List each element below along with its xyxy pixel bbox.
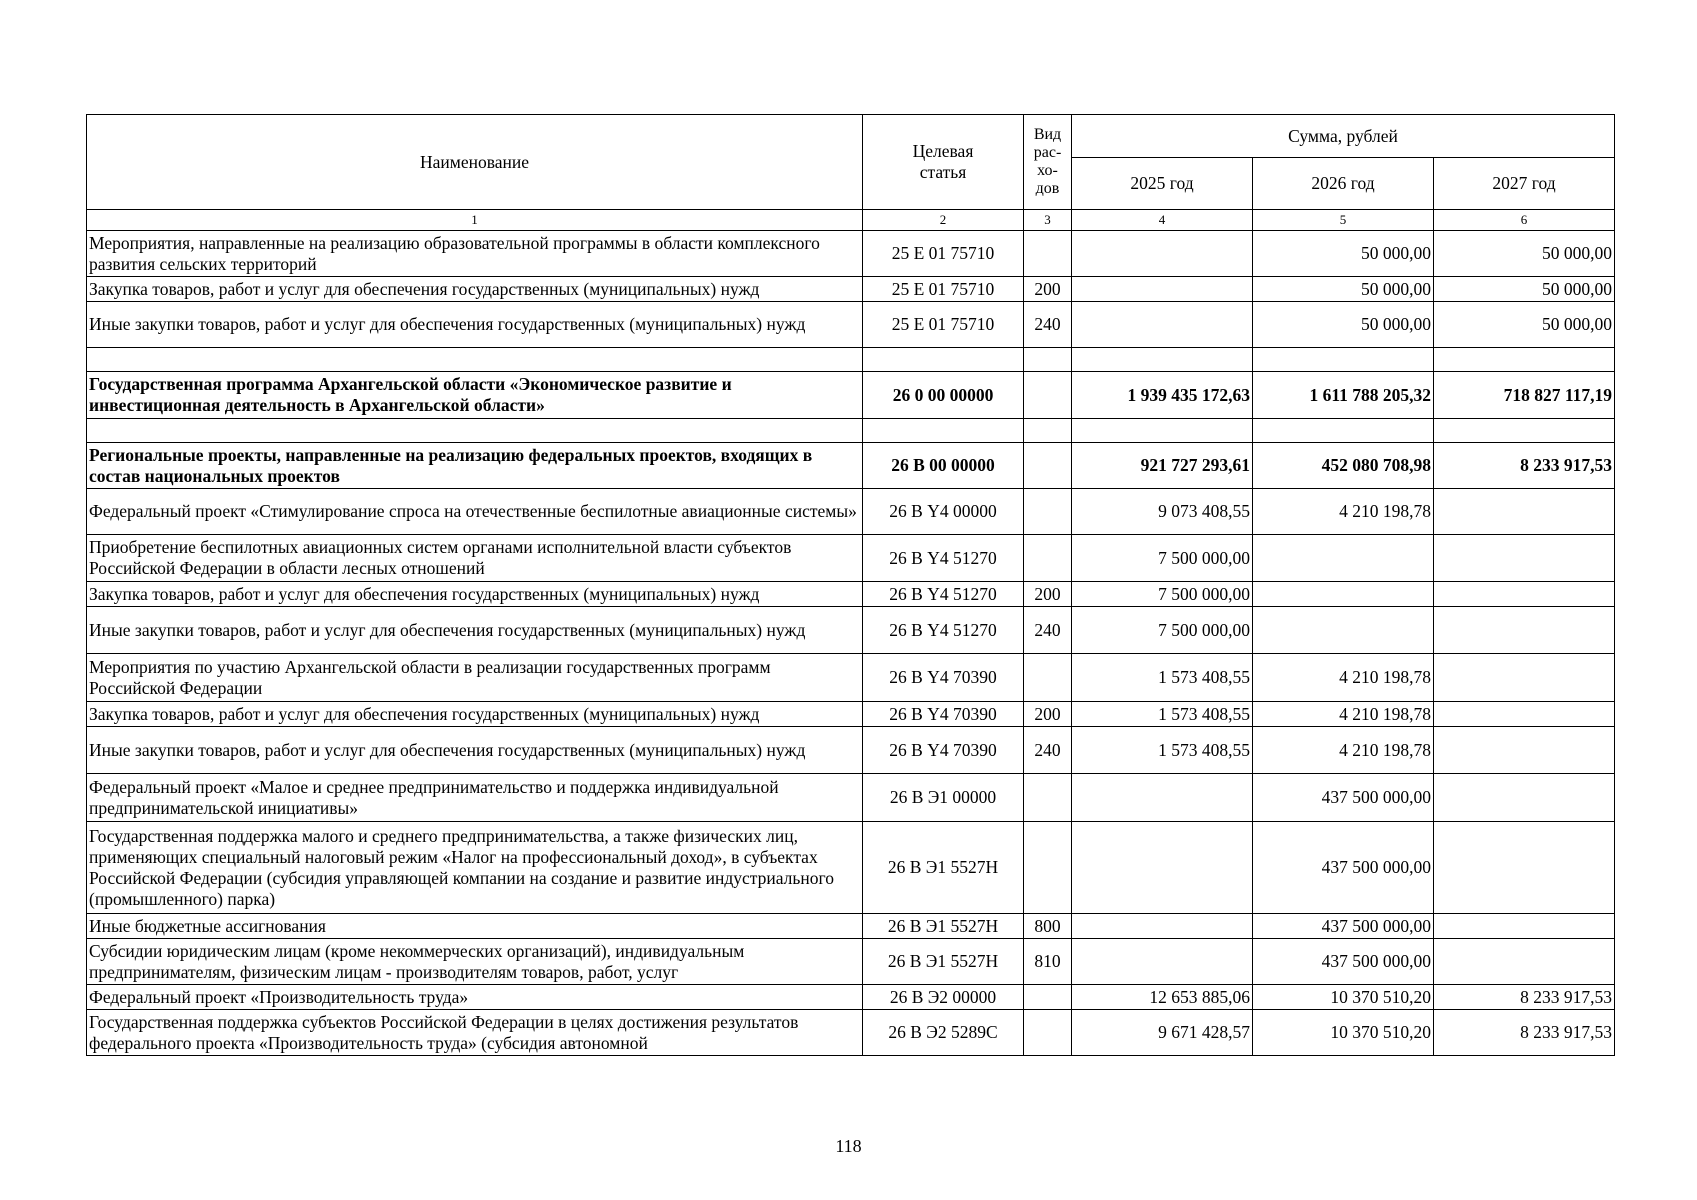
- row-2027: [1434, 654, 1615, 702]
- row-2027: [1434, 774, 1615, 822]
- row-kind: 800: [1024, 914, 1072, 939]
- row-2026: 4 210 198,78: [1253, 654, 1434, 702]
- row-2025: 9 671 428,57: [1072, 1010, 1253, 1056]
- row-2026: 437 500 000,00: [1253, 822, 1434, 914]
- table-row: [87, 489, 1615, 535]
- row-2025: 9 073 408,55: [1072, 489, 1253, 535]
- row-2025: 12 653 885,06: [1072, 985, 1253, 1010]
- table-row: [87, 822, 1615, 914]
- row-kind: [1024, 535, 1072, 582]
- row-2025: [1072, 822, 1253, 914]
- row-2026: 4 210 198,78: [1253, 727, 1434, 774]
- row-name: Приобретение беспилотных авиационных систем органами исполнительной власти субъектов Российской Федерации в области лесных отношений: [87, 535, 863, 582]
- row-2027: 8 233 917,53: [1434, 1010, 1615, 1056]
- row-target: 26 В Y4 70390: [863, 727, 1024, 774]
- row-kind: 240: [1024, 302, 1072, 348]
- row-2027: [1434, 702, 1615, 727]
- row-name: Закупка товаров, работ и услуг для обеспечения государственных (муниципальных) нужд: [87, 582, 863, 607]
- row-kind: [1024, 774, 1072, 822]
- column-numbers-row: [87, 210, 1615, 231]
- row-target: 26 В Y4 00000: [863, 489, 1024, 535]
- row-kind: [1024, 654, 1072, 702]
- row-2026: 437 500 000,00: [1253, 774, 1434, 822]
- row-2026: 50 000,00: [1253, 277, 1434, 302]
- table-row: [87, 231, 1615, 277]
- row-target: 26 В Э1 5527Н: [863, 914, 1024, 939]
- row-name: Государственная поддержка субъектов Российской Федерации в целях достижения результатов федерального проекта «Производительность труда» (субсидия автономной: [87, 1010, 863, 1056]
- row-2026: [1253, 535, 1434, 582]
- row-target: 26 В Э2 5289С: [863, 1010, 1024, 1056]
- row-2027: 718 827 117,19: [1434, 372, 1615, 419]
- table-row: [87, 1010, 1615, 1056]
- row-name: Субсидии юридическим лицам (кроме некоммерческих организаций), индивидуальным предпринимателям, физическим лицам - производителям товаров, работ, услуг: [87, 939, 863, 985]
- row-2026: [1253, 582, 1434, 607]
- row-2026: 1 611 788 205,32: [1253, 372, 1434, 419]
- row-2026: 50 000,00: [1253, 302, 1434, 348]
- header-year-2025: 2025 год: [1072, 158, 1253, 210]
- row-target: 26 В Y4 70390: [863, 654, 1024, 702]
- row-2027: [1434, 535, 1615, 582]
- row-kind: 240: [1024, 727, 1072, 774]
- row-kind: [1024, 822, 1072, 914]
- page-number: 118: [835, 1136, 862, 1156]
- row-2025: 921 727 293,61: [1072, 443, 1253, 489]
- row-name: Мероприятия, направленные на реализацию образовательной программы в области комплексного развития сельских территорий: [87, 231, 863, 277]
- row-kind: [1024, 489, 1072, 535]
- row-2025: 7 500 000,00: [1072, 607, 1253, 654]
- row-2025: [1072, 939, 1253, 985]
- row-name: Федеральный проект «Малое и среднее предпринимательство и поддержка индивидуальной предпринимательской инициативы»: [87, 774, 863, 822]
- row-2027: [1434, 822, 1615, 914]
- row-2026: 437 500 000,00: [1253, 914, 1434, 939]
- row-2025: [1072, 914, 1253, 939]
- table-row: [87, 302, 1615, 348]
- column-number: 6: [1434, 210, 1615, 231]
- row-2027: [1434, 914, 1615, 939]
- row-2025: [1072, 302, 1253, 348]
- row-2026: 10 370 510,20: [1253, 1010, 1434, 1056]
- row-target: 26 В Э1 00000: [863, 774, 1024, 822]
- row-name: Иные закупки товаров, работ и услуг для обеспечения государственных (муниципальных) нужд: [87, 302, 863, 348]
- row-2025: 7 500 000,00: [1072, 582, 1253, 607]
- row-2025: 1 573 408,55: [1072, 727, 1253, 774]
- row-2026: 452 080 708,98: [1253, 443, 1434, 489]
- row-kind: 200: [1024, 277, 1072, 302]
- row-name: Мероприятия по участию Архангельской области в реализации государственных программ Российской Федерации: [87, 654, 863, 702]
- row-2025: [1072, 231, 1253, 277]
- table-row-regional-projects: [87, 443, 1615, 489]
- row-kind: [1024, 1010, 1072, 1056]
- row-name: Закупка товаров, работ и услуг для обеспечения государственных (муниципальных) нужд: [87, 702, 863, 727]
- header-kind: [1024, 115, 1072, 210]
- header-sum: Сумма, рублей: [1072, 115, 1615, 158]
- row-kind: 200: [1024, 582, 1072, 607]
- row-target: 25 Е 01 75710: [863, 231, 1024, 277]
- row-2025: 7 500 000,00: [1072, 535, 1253, 582]
- row-2025: 1 573 408,55: [1072, 654, 1253, 702]
- row-2026: 437 500 000,00: [1253, 939, 1434, 985]
- table-row: [87, 727, 1615, 774]
- row-target: 25 Е 01 75710: [863, 302, 1024, 348]
- column-number: 1: [87, 210, 863, 231]
- row-kind: 240: [1024, 607, 1072, 654]
- row-target: 26 В Y4 51270: [863, 582, 1024, 607]
- row-target: 26 В Y4 51270: [863, 607, 1024, 654]
- table-row: [87, 582, 1615, 607]
- row-2026: 50 000,00: [1253, 231, 1434, 277]
- row-name: Закупка товаров, работ и услуг для обеспечения государственных (муниципальных) нужд: [87, 277, 863, 302]
- row-2025: [1072, 277, 1253, 302]
- row-kind: 810: [1024, 939, 1072, 985]
- row-name: Федеральный проект «Производительность труда»: [87, 985, 863, 1010]
- table-row: [87, 914, 1615, 939]
- column-number: 2: [863, 210, 1024, 231]
- row-kind: [1024, 372, 1072, 419]
- row-target: 26 В Э1 5527Н: [863, 939, 1024, 985]
- header-row: [87, 115, 1615, 158]
- row-2027: 50 000,00: [1434, 231, 1615, 277]
- row-name: Государственная программа Архангельской области «Экономическое развитие и инвестиционная деятельность в Архангельской области»: [87, 372, 863, 419]
- row-name: Федеральный проект «Стимулирование спроса на отечественные беспилотные авиационные системы»: [87, 489, 863, 535]
- header-kind-line: дов: [1035, 180, 1060, 197]
- row-target: 26 В Y4 70390: [863, 702, 1024, 727]
- row-name: Иные бюджетные ассигнования: [87, 914, 863, 939]
- row-target: 26 В Y4 51270: [863, 535, 1024, 582]
- row-target: 26 В Э2 00000: [863, 985, 1024, 1010]
- budget-table: [86, 114, 1615, 1056]
- table-row: [87, 939, 1615, 985]
- row-2027: [1434, 939, 1615, 985]
- row-2027: 50 000,00: [1434, 302, 1615, 348]
- row-2026: 4 210 198,78: [1253, 489, 1434, 535]
- row-2025: 1 573 408,55: [1072, 702, 1253, 727]
- header-kind-line: Вид: [1033, 126, 1062, 143]
- header-year-2027: 2027 год: [1434, 158, 1615, 210]
- spacer-row: [87, 419, 1615, 443]
- row-2027: 8 233 917,53: [1434, 985, 1615, 1010]
- row-2026: 4 210 198,78: [1253, 702, 1434, 727]
- row-2025: 1 939 435 172,63: [1072, 372, 1253, 419]
- column-number: 4: [1072, 210, 1253, 231]
- table-row: [87, 654, 1615, 702]
- table-row: [87, 702, 1615, 727]
- header-year-2026: 2026 год: [1253, 158, 1434, 210]
- table-row-program: [87, 372, 1615, 419]
- row-kind: [1024, 443, 1072, 489]
- row-name: Государственная поддержка малого и среднего предпринимательства, а также физических лиц, применяющих специальный налоговый режим «Налог на профессиональный доход», в субъектах Российской Федерации (субсидия управляющей компании на создание и развитие индустриального (промышленного) парка): [87, 822, 863, 914]
- row-kind: [1024, 985, 1072, 1010]
- row-kind: [1024, 231, 1072, 277]
- row-name: Иные закупки товаров, работ и услуг для обеспечения государственных (муниципальных) нужд: [87, 727, 863, 774]
- table-row: [87, 277, 1615, 302]
- table-row: [87, 985, 1615, 1010]
- column-number: 3: [1024, 210, 1072, 231]
- table-row: [87, 607, 1615, 654]
- header-kind-line: рас-: [1033, 144, 1062, 161]
- row-target: 26 В 00 00000: [863, 443, 1024, 489]
- row-2027: [1434, 489, 1615, 535]
- row-2027: 50 000,00: [1434, 277, 1615, 302]
- header-kind-line: хо-: [1037, 162, 1058, 179]
- table-row: [87, 774, 1615, 822]
- row-2027: [1434, 607, 1615, 654]
- row-target: 26 В Э1 5527Н: [863, 822, 1024, 914]
- row-kind: 200: [1024, 702, 1072, 727]
- row-2026: 10 370 510,20: [1253, 985, 1434, 1010]
- row-2027: [1434, 727, 1615, 774]
- row-target: 25 Е 01 75710: [863, 277, 1024, 302]
- header-target: Целевая статья: [863, 115, 1024, 210]
- header-name: Наименование: [87, 115, 863, 210]
- row-2025: [1072, 774, 1253, 822]
- column-number: 5: [1253, 210, 1434, 231]
- row-target: 26 0 00 00000: [863, 372, 1024, 419]
- spacer-row: [87, 348, 1615, 372]
- table-row: [87, 535, 1615, 582]
- row-2026: [1253, 607, 1434, 654]
- row-2027: [1434, 582, 1615, 607]
- row-name: Региональные проекты, направленные на реализацию федеральных проектов, входящих в состав национальных проектов: [87, 443, 863, 489]
- row-name: Иные закупки товаров, работ и услуг для обеспечения государственных (муниципальных) нужд: [87, 607, 863, 654]
- row-2027: 8 233 917,53: [1434, 443, 1615, 489]
